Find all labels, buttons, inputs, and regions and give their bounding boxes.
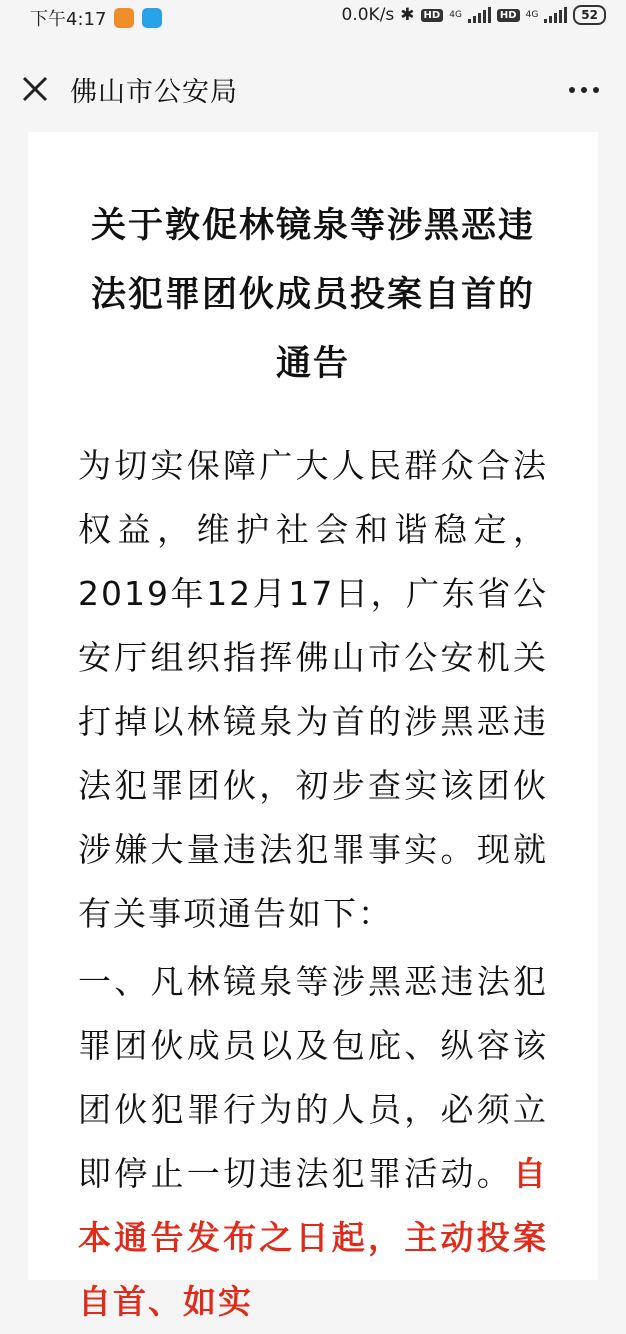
signal-icon-1 <box>468 7 491 23</box>
status-left <box>30 5 162 31</box>
battery-icon: 52 <box>573 5 606 25</box>
article-paragraph-1: 为切实保障广大人民群众合法权益，维护社会和谐稳定，2019年12月17日，广东省公安厅组织指挥佛山市公安机关打掉以林镜泉为首的涉黑恶违法犯罪团伙，初步查实该团伙涉嫌大量违法犯罪事实。现就有关事项通告如下： <box>78 446 548 933</box>
network-type-2: 4G <box>525 10 539 20</box>
bluetooth-icon: ✱ <box>400 5 415 25</box>
top-nav-bar <box>0 50 626 126</box>
more-options-icon[interactable] <box>564 76 604 104</box>
close-icon[interactable] <box>18 72 52 106</box>
net-speed: 0.0K/s <box>341 5 395 25</box>
article-paragraph-2 <box>78 950 548 1334</box>
article-title: 关于敦促林镜泉等涉黑恶违法犯罪团伙成员投案自首的通告 <box>90 206 535 384</box>
status-time: 下午4:17 <box>30 9 107 30</box>
signal-icon-2 <box>544 7 567 23</box>
app-notification-icon <box>114 8 134 28</box>
status-right <box>342 5 606 25</box>
network-type-1: 4G <box>449 10 462 20</box>
paragraph-2-highlight: 自本通告发布之日起，主动投案自首、如实 <box>78 1154 548 1321</box>
hd-badge-2: HD <box>497 9 520 22</box>
paragraph-2-text: 一、凡林镜泉等涉黑恶违法犯罪团伙成员以及包庇、纵容该团伙犯罪行为的人员，必须立即停止一切违法犯罪活动。 <box>78 962 548 1193</box>
status-bar <box>0 0 626 32</box>
app-notification-icon-2 <box>142 8 162 28</box>
hd-badge-1: HD <box>421 9 444 22</box>
page-title: 佛山市公安局 <box>70 77 238 108</box>
